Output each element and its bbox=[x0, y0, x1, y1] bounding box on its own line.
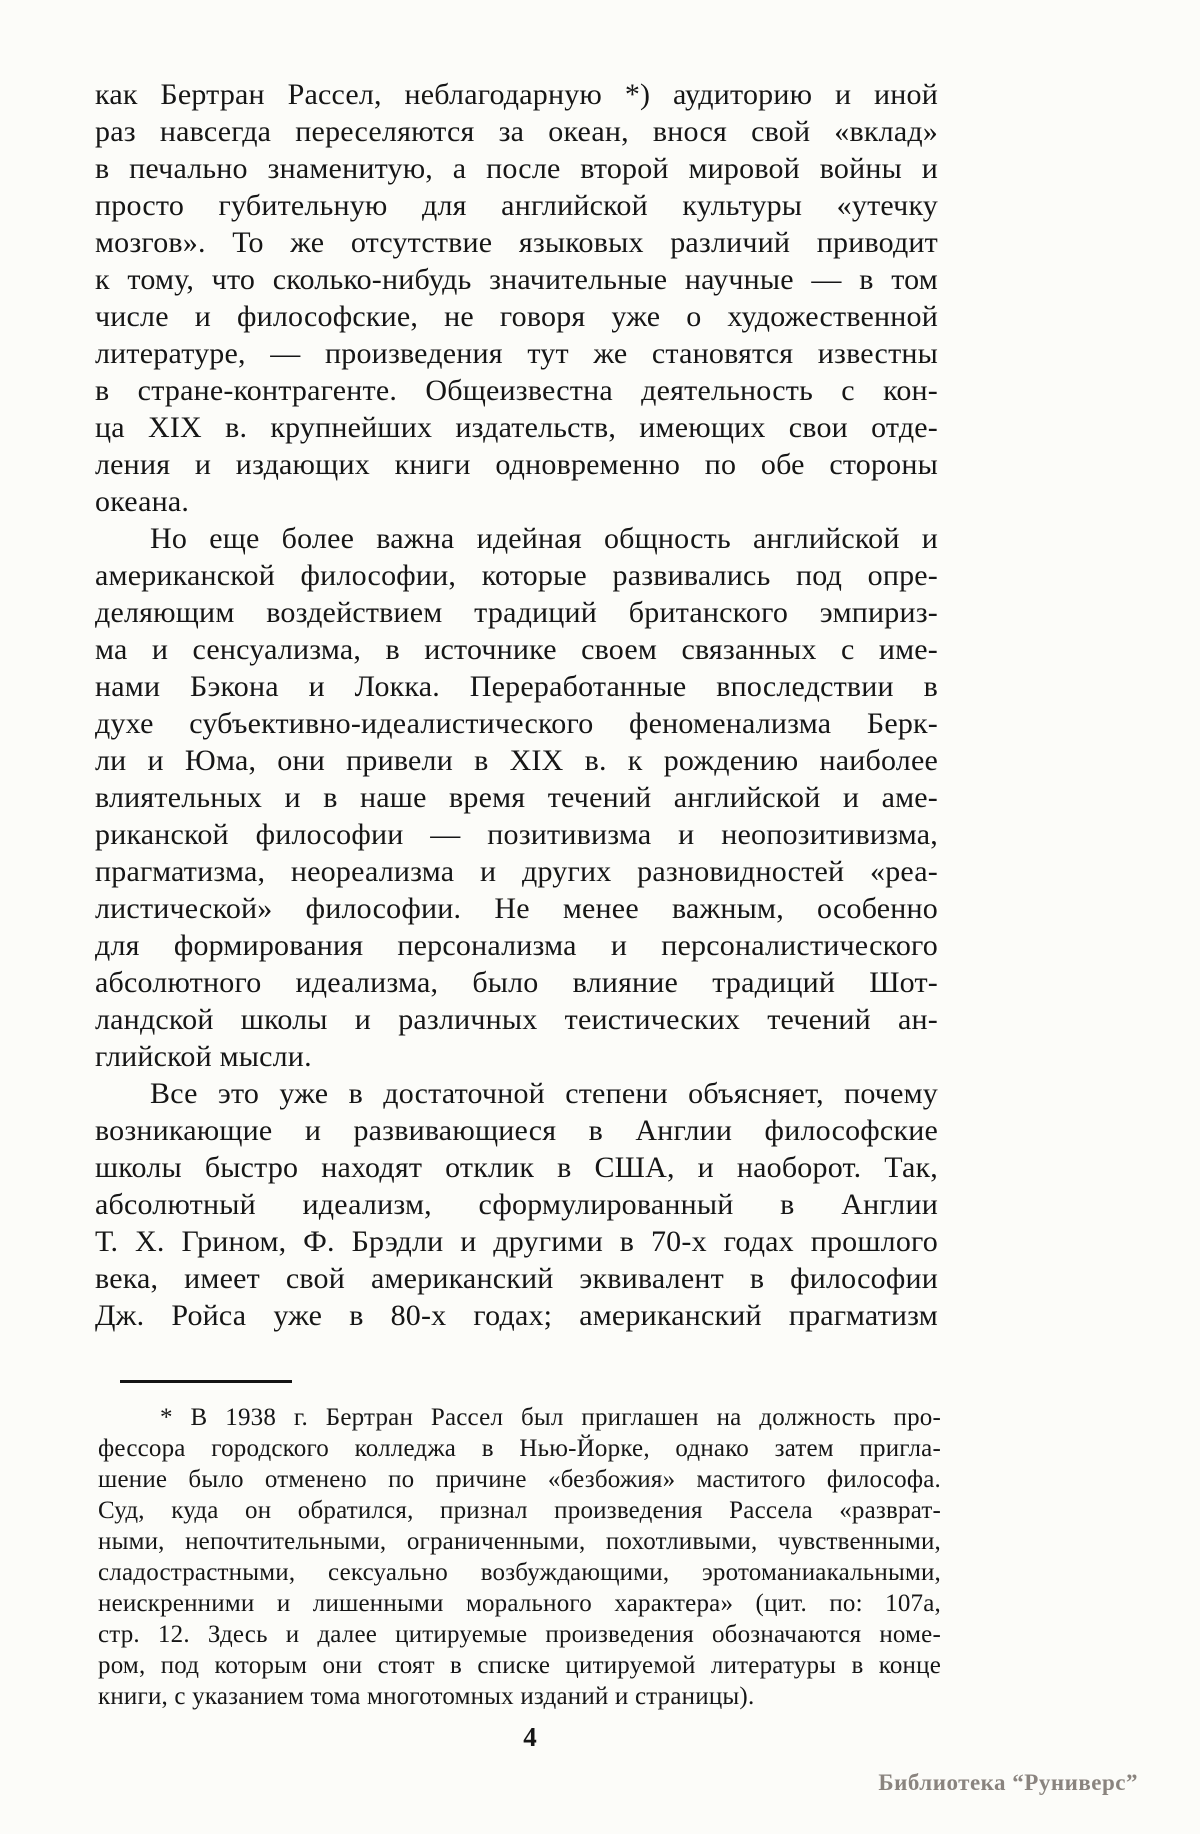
text-line: книги, с указанием тома многотомных изданий и страницы). bbox=[98, 1683, 755, 1710]
text-line: в стране-контрагенте. Общеизвестна деятельность с кон- bbox=[95, 374, 938, 407]
text-line: шение было отменено по причине «безбожия» маститого философа. bbox=[98, 1466, 941, 1493]
text-line: нами Бэкона и Локка. Переработанные впоследствии в bbox=[95, 670, 938, 703]
text-line: литературе, — произведения тут же становятся известны bbox=[95, 337, 938, 370]
text-line: ром, под которым они стоят в списке цитируемой литературы в конце bbox=[98, 1652, 941, 1679]
text-line: мозгов». То же отсутствие языковых различий приводит bbox=[95, 226, 938, 259]
text-line: возникающие и развивающиеся в Англии философские bbox=[95, 1114, 938, 1147]
text-line: океана. bbox=[95, 485, 190, 518]
text-line: американской философии, которые развивались под опре- bbox=[95, 559, 938, 592]
footnote-divider bbox=[120, 1380, 292, 1383]
text-line: абсолютный идеализм, сформулированный в Англии bbox=[95, 1188, 938, 1221]
text-line: Дж. Ройса уже в 80-х годах; американский прагматизм bbox=[95, 1299, 938, 1332]
text-line: ца XIX в. крупнейших издательств, имеющих свои отде- bbox=[95, 411, 938, 444]
text-line: прагматизма, неореализма и других разновидностей «реа- bbox=[95, 855, 938, 888]
text-line: к тому, что сколько-нибудь значительные научные — в том bbox=[95, 263, 938, 296]
text-line: Все это уже в достаточной степени объясняет, почему bbox=[150, 1077, 938, 1110]
text-line: деляющим воздействием традиций британского эмпириз- bbox=[95, 596, 938, 629]
text-line: школы быстро находят отклик в США, и наоборот. Так, bbox=[95, 1151, 938, 1184]
library-watermark: Библиотека “Руниверс” bbox=[878, 1770, 1138, 1795]
text-line: неискренними и лишенными морального характера» (цит. по: 107а, bbox=[98, 1590, 941, 1617]
text-line: как Бертран Рассел, неблагодарную *) аудиторию и иной bbox=[95, 78, 938, 111]
text-line: глийской мысли. bbox=[95, 1040, 312, 1073]
text-line: ления и издающих книги одновременно по обе стороны bbox=[95, 448, 938, 481]
text-line: ли и Юма, они привели в XIX в. к рождению наиболее bbox=[95, 744, 938, 777]
text-line: ными, непочтительными, ограниченными, похотливыми, чувственными, bbox=[98, 1528, 941, 1555]
text-line: * В 1938 г. Бертран Рассел был приглашен на должность про- bbox=[160, 1404, 941, 1431]
text-line: века, имеет свой американский эквивалент в философии bbox=[95, 1262, 938, 1295]
text-line: фессора городского колледжа в Нью-Йорке, однако затем пригла- bbox=[98, 1435, 941, 1462]
page-number: 4 bbox=[523, 1722, 537, 1752]
text-line: Суд, куда он обратился, признал произведения Рассела «разврат- bbox=[98, 1497, 941, 1524]
text-line: просто губительную для английской культуры «утечку bbox=[95, 189, 938, 222]
text-line: сладострастными, сексуально возбуждающими, эротоманиакальными, bbox=[98, 1559, 941, 1586]
text-line: для формирования персонализма и персоналистического bbox=[95, 929, 938, 962]
text-line: абсолютного идеализма, было влияние традиций Шот- bbox=[95, 966, 938, 999]
text-line: стр. 12. Здесь и далее цитируемые произведения обозначаются номе- bbox=[98, 1621, 941, 1648]
footnote-block bbox=[98, 1402, 941, 1712]
text-line: числе и философские, не говоря уже о художественной bbox=[95, 300, 938, 333]
text-line: влиятельных и в наше время течений английской и аме- bbox=[95, 781, 938, 814]
text-line: риканской философии — позитивизма и неопозитивизма, bbox=[95, 818, 938, 851]
main-text-block bbox=[95, 76, 938, 1334]
text-line: в печально знаменитую, а после второй мировой войны и bbox=[95, 152, 938, 185]
text-line: раз навсегда переселяются за океан, внося свой «вклад» bbox=[95, 115, 938, 148]
text-line: Но еще более важна идейная общность английской и bbox=[150, 522, 938, 555]
text-line: листической» философии. Не менее важным, особенно bbox=[95, 892, 938, 925]
text-line: духе субъективно-идеалистического феноменализма Берк- bbox=[95, 707, 938, 740]
text-line: Т. Х. Грином, Ф. Брэдли и другими в 70-х годах прошлого bbox=[95, 1225, 938, 1258]
text-line: ландской школы и различных теистических течений ан- bbox=[95, 1003, 938, 1036]
text-line: ма и сенсуализма, в источнике своем связанных с име- bbox=[95, 633, 938, 666]
